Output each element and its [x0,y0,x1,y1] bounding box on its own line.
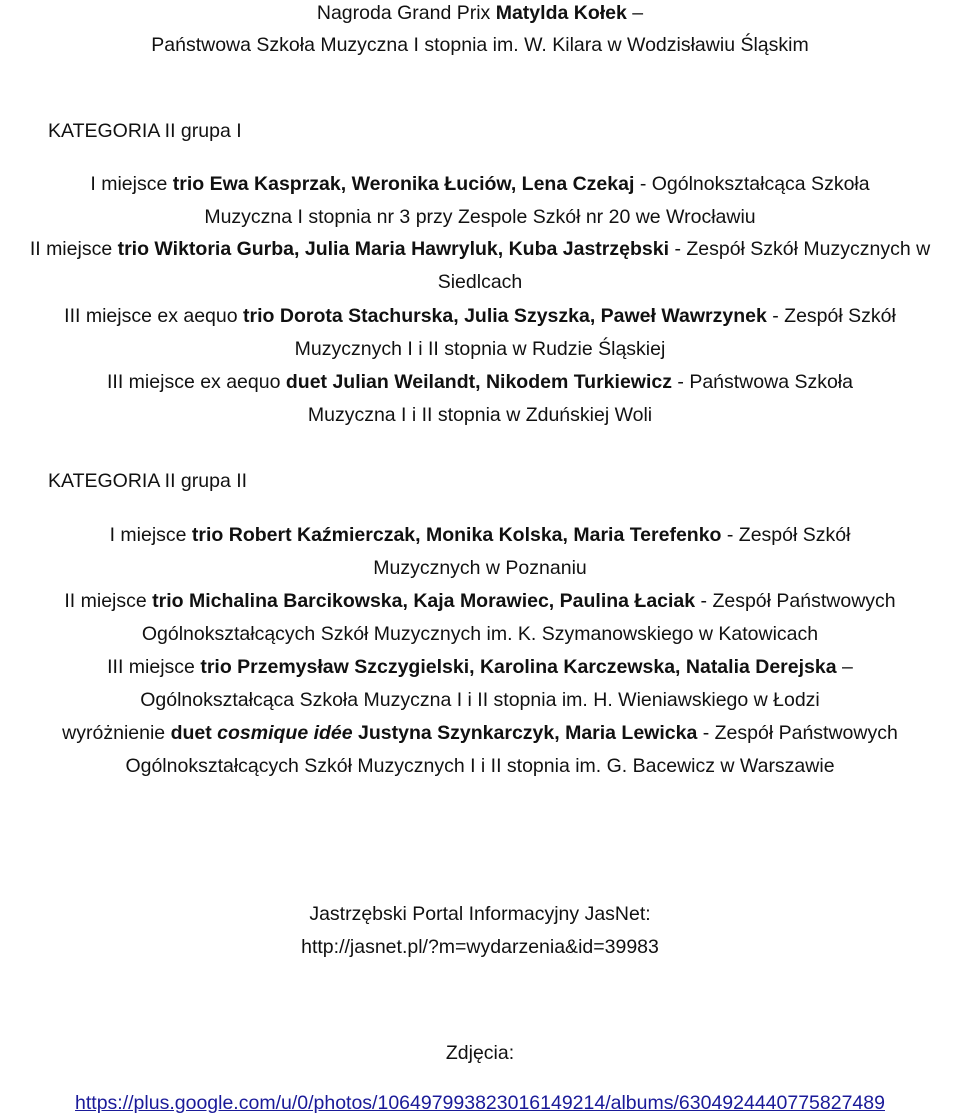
school-name: - Zespół Szkół [772,305,896,327]
place-label: II miejsce [29,238,113,260]
ensemble-names: trio Michalina Barcikowska, Kaja Morawiec, Paulina Łaciak [152,590,696,612]
ensemble-names: trio Dorota Stachurska, Julia Szyszka, Paweł Wawrzynek [243,305,767,327]
ensemble-names: trio Ewa Kasprzak, Weronika Łuciów, Lena Czekaj [172,173,635,195]
grand-prix-winner: Matylda Kołek [495,2,627,24]
cat1-place3-line2: Muzycznych I i II stopnia w Rudzie Śląskiej [294,338,666,360]
ensemble-names: duet Julian Weilandt, Nikodem Turkiewicz [285,371,672,393]
ensemble-type: duet [170,722,212,744]
school-name: – [842,656,853,678]
category-heading-group-1: KATEGORIA II grupa I [48,120,242,142]
place-label: II miejsce [64,590,147,612]
category-heading-group-2: KATEGORIA II grupa II [48,470,248,492]
place-label: wyróżnienie [62,722,166,744]
school-name: - Ogólnokształcąca Szkoła [639,173,870,195]
ensemble-names: Justyna Szynkarczyk, Maria Lewicka [358,722,698,744]
place-label: I miejsce [90,173,168,195]
ensemble-names: trio Robert Kaźmierczak, Monika Kolska, Maria Terefenko [191,524,722,546]
school-name: - Zespół Szkół Muzycznych w [674,238,931,260]
cat2-place3-line1 [0,654,960,680]
cat2-place2-line1 [0,588,960,614]
place-label: I miejsce [109,524,187,546]
cat2-place1-line1 [0,522,960,548]
cat2-place2-line2: Ogólnokształcących Szkół Muzycznych im. K. Szymanowskiego w Katowicach [141,623,819,645]
cat2-place3-line2: Ogólnokształcąca Szkoła Muzyczna I i II stopnia im. H. Wieniawskiego w Łodzi [140,689,820,711]
place-label: III miejsce ex aequo [107,371,281,393]
photos-label: Zdjęcia: [445,1042,515,1064]
ensemble-names: trio Wiktoria Gurba, Julia Maria Hawryluk, Kuba Jastrzębski [117,238,670,260]
cat1-place4-line2: Muzyczna I i II stopnia w Zduńskiej Woli [307,404,653,426]
cat2-place1-line2: Muzycznych w Poznaniu [373,557,587,579]
cat2-distinction-line2: Ogólnokształcących Szkół Muzycznych I i II stopnia im. G. Bacewicz w Warszawie [125,755,835,777]
source-label: Jastrzębski Portal Informacyjny JasNet: [309,903,651,925]
school-name: - Zespół Szkół [726,524,851,546]
cat1-place2-line1 [0,236,960,262]
ensemble-title: cosmique idée [217,722,353,744]
photos-link[interactable]: https://plus.google.com/u/0/photos/106497993823016149214/albums/6304924440775827489 [75,1092,885,1114]
cat1-place1-line2: Muzyczna I stopnia nr 3 przy Zespole Szkół nr 20 we Wrocławiu [204,206,756,228]
school-name: - Zespół Państwowych [700,590,896,612]
school-name: - Zespół Państwowych [702,722,898,744]
grand-prix-school: Państwowa Szkoła Muzyczna I stopnia im. W. Kilara w Wodzisławiu Śląskim [151,34,809,56]
photos-line [0,1090,960,1116]
place-label: III miejsce ex aequo [64,305,238,327]
grand-prix-prefix: Nagroda Grand Prix [316,2,491,24]
grand-prix-dash: – [632,2,644,24]
school-name: - Państwowa Szkoła [677,371,853,393]
source-url[interactable]: http://jasnet.pl/?m=wydarzenia&id=39983 [301,936,659,958]
cat1-place4-line1 [0,369,960,395]
cat1-place3-line1 [0,303,960,329]
cat2-distinction-line1 [0,720,960,746]
place-label: III miejsce [107,656,195,678]
grand-prix-line [0,0,960,26]
cat1-place1-line1 [0,171,960,197]
ensemble-names: trio Przemysław Szczygielski, Karolina Karczewska, Natalia Derejska [200,656,837,678]
cat1-place2-line2: Siedlcach [437,271,523,293]
